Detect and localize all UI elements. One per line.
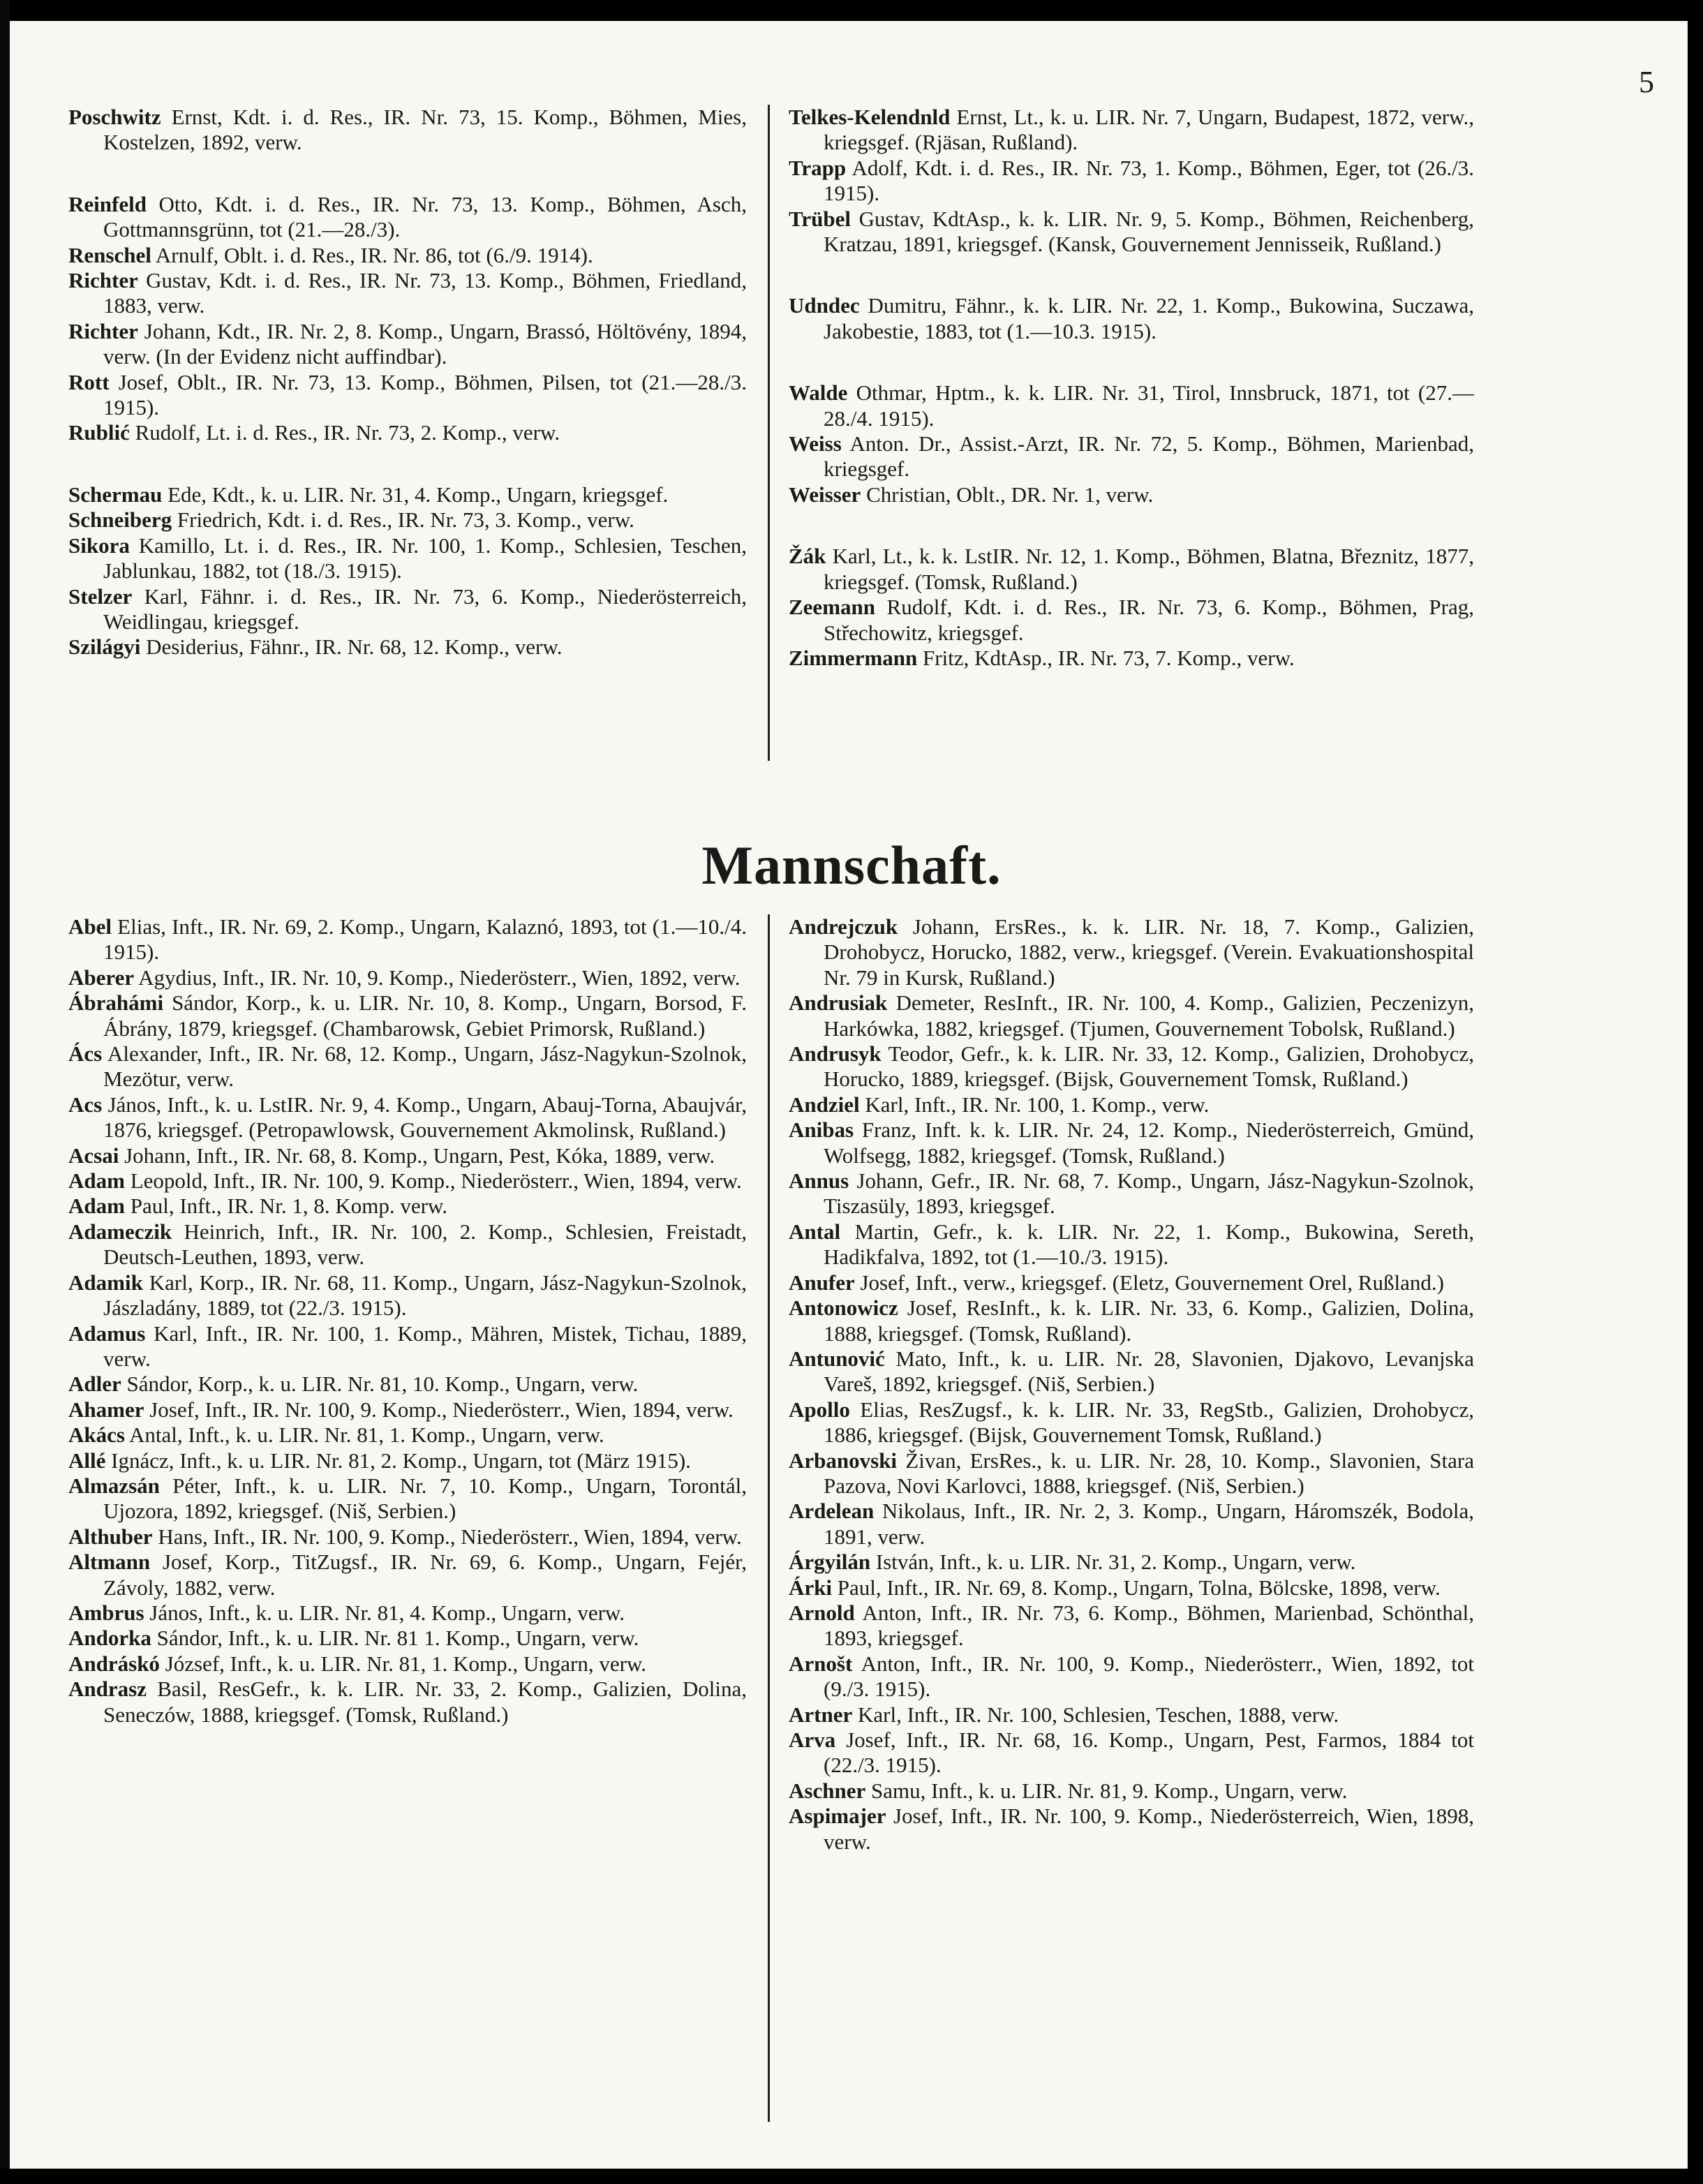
list-entry [68,370,747,421]
column-divider [768,105,770,761]
entry-details: Nikolaus, Inft., IR. Nr. 2, 3. Komp., Ungarn, Háromszék, Bodola, 1891, verw. [824,1499,1474,1549]
entry-details: János, Inft., k. u. LstIR. Nr. 9, 4. Komp., Ungarn, Abauj-Torna, Abaujvár, 1876, kriegsgef. (Petropawlowsk, Gouvernement Akmolinsk, Rußland.) [102,1092,747,1143]
entry-surname: Richter [68,268,138,293]
entry-surname: Aspimajer [789,1804,886,1829]
entry-surname: Adamus [68,1321,146,1346]
entry-details: Mato, Inft., k. u. LIR. Nr. 28, Slavonien, Djakovo, Levanjska Vareš, 1892, kriegsgef. (Niš, Serbien.) [824,1346,1474,1397]
officers-column-right [789,105,1474,671]
entry-surname: Trübel [789,206,851,231]
list-entry [789,1778,1474,1804]
entry-surname: Andorka [68,1626,151,1651]
entry-details: Rudolf, Lt. i. d. Res., IR. Nr. 73, 2. Komp., verw. [129,420,560,445]
entry-surname: Rublić [68,420,130,445]
entry-details: Demeter, ResInft., IR. Nr. 100, 4. Komp., Galizien, Peczenizyn, Harkówka, 1882, kriegsgef. (Tjumen, Gouvernement Tobolsk, Rußland.) [824,990,1474,1041]
entry-surname: Antal [789,1219,841,1244]
entry-surname: Arbanovski [789,1448,898,1473]
list-entry [789,1117,1474,1168]
list-entry [789,1168,1474,1219]
list-entry [789,1550,1474,1575]
list-entry [68,319,747,370]
entry-details: Johann, ErsRes., k. k. LIR. Nr. 18, 7. Komp., Galizien, Drohobycz, Horucko, 1882, verw., kriegsgef. (Verein. Evakuationshospital Nr. 79 in Kursk, Rußland.) [824,914,1474,990]
entry-details: Alexander, Inft., IR. Nr. 68, 12. Komp., Ungarn, Jász-Nagykun-Szolnok, Mezötur, verw. [102,1041,747,1092]
page-number: 5 [1639,65,1654,99]
entry-surname: Andrasz [68,1677,147,1702]
entry-surname: Althuber [68,1524,153,1549]
entry-surname: Szilágyi [68,634,141,660]
entry-surname: Annus [789,1168,849,1194]
list-entry [68,420,747,445]
list-entry [68,1397,747,1422]
list-entry [68,914,747,965]
list-entry [789,482,1474,507]
list-entry [789,1651,1474,1702]
entry-surname: Andrusyk [789,1041,882,1067]
list-entry [789,544,1474,595]
entry-surname: Arnošt [789,1651,853,1676]
entry-details: Arnulf, Oblt. i. d. Res., IR. Nr. 86, tot (6./9. 1914). [151,242,593,267]
entry-details: Johann, Gefr., IR. Nr. 68, 7. Komp., Ungarn, Jász-Nagykun-Szolnok, Tiszasüly, 1893, kriegsgef. [824,1168,1474,1219]
entry-details: Gustav, Kdt. i. d. Res., IR. Nr. 73, 13. Komp., Böhmen, Friedland, 1883, verw. [103,268,747,318]
entry-details: Karl, Fähnr. i. d. Res., IR. Nr. 73, 6. Komp., Niederösterreich, Weidlingau, kriegsgef. [103,584,747,634]
entry-surname: Adler [68,1372,121,1397]
list-entry [789,1448,1474,1499]
entry-spacer [789,507,1474,544]
entry-surname: Anufer [789,1270,855,1295]
entry-surname: Poschwitz [68,105,161,129]
list-entry [789,1397,1474,1448]
entry-details: Karl, Inft., IR. Nr. 100, 1. Komp., verw. [859,1092,1210,1117]
scan-border-top [0,0,1703,21]
entry-surname: Trapp [789,155,847,180]
entry-surname: Arva [789,1728,836,1752]
entry-details: Friedrich, Kdt. i. d. Res., IR. Nr. 73, 3. Komp., verw. [172,507,634,533]
entry-details: Otto, Kdt. i. d. Res., IR. Nr. 73, 13. Komp., Böhmen, Asch, Gottmannsgrünn, tot (21.—28./3). [103,191,747,242]
entry-details: Othmar, Hptm., k. k. LIR. Nr. 31, Tirol, Innsbruck, 1871, tot (27.—28./4. 1915). [824,380,1474,431]
entry-surname: Acsai [68,1143,119,1168]
scan-border-right [1688,0,1703,2184]
entry-details: Ernst, Kdt. i. d. Res., IR. Nr. 73, 15. Komp., Böhmen, Mies, Kostelzen, 1892, verw. [103,105,747,155]
list-entry [68,1448,747,1473]
entry-surname: Zeemann [789,595,875,620]
entry-spacer [789,257,1474,293]
list-entry [68,1092,747,1143]
entry-surname: Andrusiak [789,990,888,1016]
list-entry [789,207,1474,258]
entry-details: Martin, Gefr., k. k. LIR. Nr. 22, 1. Komp., Bukowina, Sereth, Hadikfalva, 1892, tot (1.—10./3. 1915). [824,1219,1474,1270]
entry-surname: Žák [789,544,826,569]
list-entry [789,914,1474,990]
list-entry [789,1600,1474,1651]
entry-surname: Arnold [789,1600,855,1625]
entry-surname: Acs [68,1092,103,1117]
list-entry [68,507,747,533]
officers-column-left [68,105,747,660]
entry-surname: Richter [68,318,138,343]
list-entry [789,1219,1474,1270]
list-entry [789,1499,1474,1550]
entry-surname: Akács [68,1422,125,1448]
entry-surname: Adam [68,1168,125,1194]
entry-details: Leopold, Inft., IR. Nr. 100, 9. Komp., Niederösterr., Wien, 1894, verw. [124,1168,742,1194]
list-entry [68,533,747,584]
entry-details: Josef, Korp., TitZugsf., IR. Nr. 69, 6. Komp., Ungarn, Fejér, Závoly, 1882, verw. [103,1550,747,1600]
entry-surname: Antunović [789,1346,885,1371]
scan-border-left [0,0,10,2184]
entry-details: Sándor, Inft., k. u. LIR. Nr. 81 1. Komp., Ungarn, verw. [151,1626,639,1651]
entry-surname: Zimmermann [789,645,918,670]
entry-spacer [789,344,1474,380]
list-entry [68,1473,747,1524]
list-entry [789,1575,1474,1600]
list-entry [789,1804,1474,1855]
entry-surname: Artner [789,1702,853,1727]
entry-surname: Almazsán [68,1473,160,1498]
entry-details: Samu, Inft., k. u. LIR. Nr. 81, 9. Komp., Ungarn, verw. [865,1778,1348,1803]
entry-surname: Apollo [789,1397,850,1422]
entry-details: Franz, Inft. k. k. LIR. Nr. 24, 12. Komp., Niederösterreich, Gmünd, Wolfsegg, 1882, kriegsgef. (Tomsk, Rußland.) [824,1117,1474,1168]
entry-details: Josef, Oblt., IR. Nr. 73, 13. Komp., Böhmen, Pilsen, tot (21.—28./3. 1915). [103,369,747,420]
entry-surname: Aberer [68,965,135,990]
entry-spacer [68,156,747,192]
entry-surname: Telkes-Kelendnld [789,105,951,129]
entry-surname: Andráskó [68,1651,160,1676]
entry-surname: Andrejczuk [789,914,898,939]
list-entry [68,105,747,156]
entry-details: Paul, Inft., IR. Nr. 1, 8. Komp. verw. [124,1194,448,1219]
entry-surname: Adameczik [68,1219,172,1244]
entry-spacer [68,446,747,482]
entry-details: Fritz, KdtAsp., IR. Nr. 73, 7. Komp., verw. [917,645,1295,670]
entry-details: Elias, Inft., IR. Nr. 69, 2. Komp., Ungarn, Kalaznó, 1893, tot (1.—10./4. 1915). [103,914,747,965]
list-entry [68,1194,747,1219]
entry-details: Josef, Inft., verw., kriegsgef. (Eletz, Gouvernement Orel, Rußland.) [854,1270,1444,1295]
list-entry [68,1524,747,1550]
list-entry [789,431,1474,482]
list-entry [789,1092,1474,1117]
entry-details: Heinrich, Inft., IR. Nr. 100, 2. Komp., Schlesien, Freistadt, Deutsch-Leuthen, 1893, verw. [103,1219,747,1270]
entry-surname: Udndec [789,293,860,318]
entry-surname: Anibas [789,1117,854,1143]
entry-details: Karl, Inft., IR. Nr. 100, Schlesien, Teschen, 1888, verw. [852,1702,1339,1727]
entry-details: Živan, ErsRes., k. u. LIR. Nr. 28, 10. Komp., Slavonien, Stara Pazova, Novi Karlovci, 1888, kriegsgef. (Niš, Serbien.) [824,1448,1474,1498]
list-entry [68,584,747,635]
entry-details: Hans, Inft., IR. Nr. 100, 9. Komp., Niederösterr., Wien, 1894, verw. [152,1524,742,1549]
list-entry [68,1168,747,1194]
entry-details: Ede, Kdt., k. u. LIR. Nr. 31, 4. Komp., Ungarn, kriegsgef. [162,482,669,507]
list-entry [789,1346,1474,1397]
section-title: Mannschaft. [701,835,1002,896]
entry-surname: Antonowicz [789,1295,898,1321]
entry-surname: Andziel [789,1092,860,1117]
entry-surname: Reinfeld [68,191,147,216]
list-entry [68,634,747,660]
list-entry [68,1651,747,1677]
entry-surname: Ács [68,1041,103,1067]
list-entry [68,1270,747,1321]
entry-details: Péter, Inft., k. u. LIR. Nr. 7, 10. Komp., Ungarn, Torontál, Ujozora, 1892, kriegsgef. (Niš, Serbien.) [103,1473,747,1524]
entry-surname: Adamik [68,1270,143,1295]
list-entry [68,1600,747,1626]
list-entry [789,1270,1474,1295]
list-entry [789,1728,1474,1778]
entry-surname: Ambrus [68,1600,144,1625]
list-entry [68,482,747,507]
entry-details: Johann, Inft., IR. Nr. 68, 8. Komp., Ungarn, Pest, Kóka, 1889, verw. [119,1143,715,1168]
column-divider [768,914,770,2122]
list-entry [68,243,747,268]
entry-details: Elias, ResZugsf., k. k. LIR. Nr. 33, RegStb., Galizien, Drohobycz, 1886, kriegsgef. (Bijsk, Gouvernement Tomsk, Rußland.) [824,1397,1474,1448]
list-entry [789,990,1474,1041]
entry-details: Sándor, Korp., k. u. LIR. Nr. 81, 10. Komp., Ungarn, verw. [121,1372,639,1397]
list-entry [789,1295,1474,1346]
list-entry [789,1041,1474,1092]
entry-surname: Ábrahámi [68,990,164,1016]
entry-surname: Walde [789,380,848,406]
entry-surname: Stelzer [68,584,133,609]
entry-surname: Weisser [789,482,861,507]
list-entry [789,1702,1474,1728]
entry-details: Johann, Kdt., IR. Nr. 2, 8. Komp., Ungarn, Brassó, Höltövény, 1894, verw. (In der Evidenz nicht auffindbar). [103,318,747,369]
entry-surname: Renschel [68,242,151,267]
list-entry [68,1372,747,1397]
list-entry [68,1143,747,1168]
entry-details: Anton, Inft., IR. Nr. 100, 9. Komp., Niederösterr., Wien, 1892, tot (9./3. 1915). [824,1651,1474,1702]
list-entry [789,293,1474,344]
entry-details: Desiderius, Fähnr., IR. Nr. 68, 12. Komp., verw. [140,634,563,660]
list-entry [68,1219,747,1270]
list-entry [68,990,747,1041]
entry-details: Gustav, KdtAsp., k. k. LIR. Nr. 9, 5. Komp., Böhmen, Reichenberg, Kratzau, 1891, kriegsgef. (Kansk, Gouvernement Jennisseik, Rußland.) [824,206,1474,257]
list-entry [68,1626,747,1651]
entry-details: Paul, Inft., IR. Nr. 69, 8. Komp., Ungarn, Tolna, Bölcske, 1898, verw. [832,1575,1441,1600]
entry-surname: Allé [68,1448,106,1473]
entry-details: Anton. Dr., Assist.-Arzt, IR. Nr. 72, 5. Komp., Böhmen, Marienbad, kriegsgef. [824,431,1474,482]
scan-border-bottom [0,2169,1703,2184]
list-entry [68,1321,747,1372]
entry-details: Josef, ResInft., k. k. LIR. Nr. 33, 6. Komp., Galizien, Dolina, 1888, kriegsgef. (Tomsk, Rußland). [824,1295,1474,1346]
entry-details: Adolf, Kdt. i. d. Res., IR. Nr. 73, 1. Komp., Böhmen, Eger, tot (26./3. 1915). [824,155,1474,206]
entry-details: Josef, Inft., IR. Nr. 68, 16. Komp., Ungarn, Pest, Farmos, 1884 tot (22./3. 1915). [824,1728,1474,1778]
entry-surname: Schermau [68,482,163,507]
entry-details: Antal, Inft., k. u. LIR. Nr. 81, 1. Komp., Ungarn, verw. [124,1422,604,1448]
entry-details: János, Inft., k. u. LIR. Nr. 81, 4. Komp., Ungarn, verw. [144,1600,625,1625]
entry-details: István, Inft., k. u. LIR. Nr. 31, 2. Komp., Ungarn, verw. [870,1550,1356,1575]
entry-details: Ignácz, Inft., k. u. LIR. Nr. 81, 2. Komp., Ungarn, tot (März 1915). [105,1448,691,1473]
list-entry [789,595,1474,646]
list-entry [68,192,747,243]
entry-details: Sándor, Korp., k. u. LIR. Nr. 10, 8. Komp., Ungarn, Borsod, F. Ábrány, 1879, kriegsgef. (Chambarowsk, Gebiet Primorsk, Rußland.) [103,990,747,1041]
entry-details: Josef, Inft., IR. Nr. 100, 9. Komp., Niederösterr., Wien, 1894, verw. [144,1397,734,1422]
entry-surname: Árki [789,1575,832,1600]
list-entry [789,646,1474,671]
entry-surname: Weiss [789,431,842,456]
entry-surname: Aschner [789,1778,866,1803]
entry-surname: Sikora [68,533,130,558]
list-entry [68,1550,747,1600]
entry-surname: Ardelean [789,1499,875,1524]
list-entry [68,1677,747,1728]
entry-details: Dumitru, Fähnr., k. k. LIR. Nr. 22, 1. Komp., Bukowina, Suczawa, Jakobestie, 1883, tot (1.—10.3. 1915). [824,293,1474,343]
enlisted-column-right [789,914,1474,1855]
entry-details: Kamillo, Lt. i. d. Res., IR. Nr. 100, 1. Komp., Schlesien, Teschen, Jablunkau, 1882, tot (18./3. 1915). [103,533,747,584]
entry-details: József, Inft., k. u. LIR. Nr. 81, 1. Komp., Ungarn, verw. [159,1651,647,1676]
enlisted-column-left [68,914,747,1728]
entry-surname: Altmann [68,1550,151,1575]
entry-details: Ernst, Lt., k. u. LIR. Nr. 7, Ungarn, Budapest, 1872, verw., kriegsgef. (Rjäsan, Rußland). [824,105,1474,155]
entry-surname: Abel [68,914,112,939]
entry-details: Teodor, Gefr., k. k. LIR. Nr. 33, 12. Komp., Galizien, Drohobycz, Horucko, 1889, kriegsgef. (Bijsk, Gouvernement Tomsk, Rußland.) [824,1041,1474,1092]
list-entry [68,268,747,319]
list-entry [789,380,1474,431]
entry-surname: Schneiberg [68,507,172,533]
entry-details: Karl, Lt., k. k. LstIR. Nr. 12, 1. Komp., Böhmen, Blatna, Březnitz, 1877, kriegsgef. (Tomsk, Rußland.) [824,544,1474,594]
entry-details: Basil, ResGefr., k. k. LIR. Nr. 33, 2. Komp., Galizien, Dolina, Seneczów, 1888, kriegsgef. (Tomsk, Rußland.) [103,1677,747,1727]
list-entry [789,105,1474,156]
list-entry [68,1041,747,1092]
entry-surname: Árgyilán [789,1550,871,1575]
entry-details: Agydius, Inft., IR. Nr. 10, 9. Komp., Niederösterr., Wien, 1892, verw. [134,965,741,990]
list-entry [789,156,1474,207]
entry-surname: Ahamer [68,1397,144,1422]
entry-details: Karl, Korp., IR. Nr. 68, 11. Komp., Ungarn, Jász-Nagykun-Szolnok, Jászladány, 1889, tot (22./3. 1915). [103,1270,747,1321]
entry-details: Anton, Inft., IR. Nr. 73, 6. Komp., Böhmen, Marienbad, Schönthal, 1893, kriegsgef. [824,1600,1474,1651]
entry-details: Rudolf, Kdt. i. d. Res., IR. Nr. 73, 6. Komp., Böhmen, Prag, Střechowitz, kriegsgef. [824,595,1474,645]
entry-details: Christian, Oblt., DR. Nr. 1, verw. [861,482,1154,507]
list-entry [68,1422,747,1448]
entry-details: Josef, Inft., IR. Nr. 100, 9. Komp., Niederösterreich, Wien, 1898, verw. [824,1804,1474,1854]
entry-surname: Adam [68,1194,125,1219]
list-entry [68,965,747,990]
entry-surname: Rott [68,369,110,394]
entry-details: Karl, Inft., IR. Nr. 100, 1. Komp., Mähren, Mistek, Tichau, 1889, verw. [103,1321,747,1371]
